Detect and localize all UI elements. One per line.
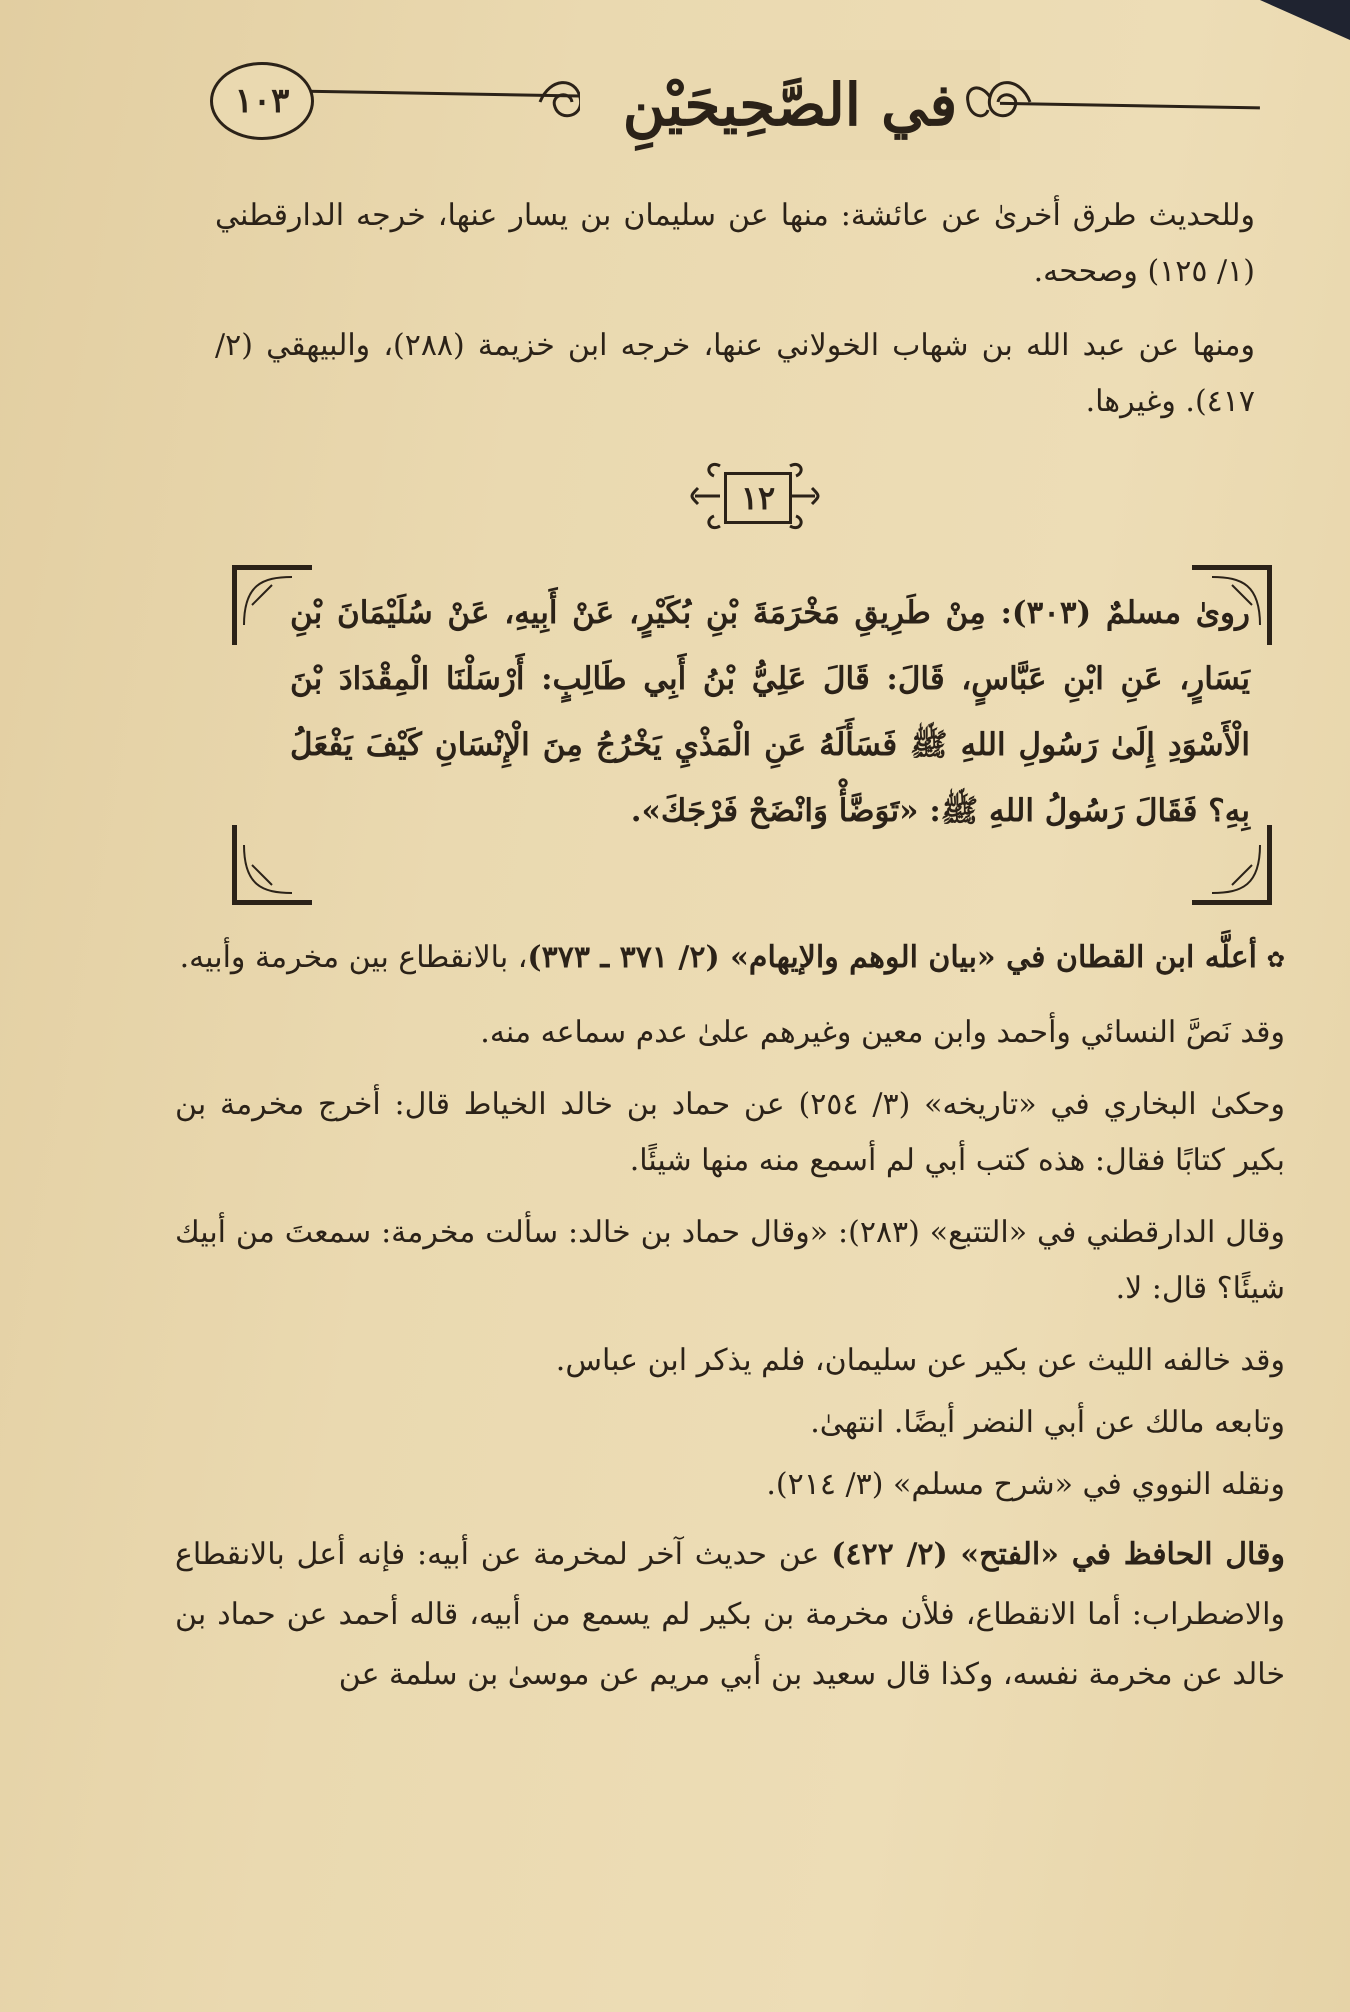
hadith-number: ١٢ xyxy=(724,472,792,524)
paragraph: وقد نَصَّ النسائي وأحمد وابن معين وغيرهم علىٰ عدم سماعه منه. xyxy=(480,1015,1285,1050)
paragraph: وتابعه مالك عن أبي النضر أيضًا. انتهىٰ. xyxy=(810,1405,1285,1440)
hadith-text: روىٰ مسلمٌ (٣٠٣): مِنْ طَرِيقِ مَخْرَمَةَ بْنِ بُكَيْرٍ، عَنْ أَبِيهِ، عَنْ سُلَيْمَانَ بْنِ يَسَارٍ، عَنِ ابْنِ عَبَّاسٍ، قَالَ: قَالَ عَلِيُّ بْنُ أَبِي طَالِبٍ: أَرْسَلْنَا الْمِقْدَادَ بْنَ الْأَسْوَدِ إِلَىٰ رَسُولِ اللهِ ﷺ فَسَأَلَهُ عَنِ الْمَذْيِ يَخْرُجُ مِنَ الْإِنْسَانِ كَيْفَ يَفْعَلُ بِهِ؟ فَقَالَ رَسُولُ اللهِ ﷺ: «تَوَضَّأْ وَانْضَحْ فَرْجَكَ». xyxy=(290,595,1250,829)
paragraph: ومنها عن عبد الله بن شهاب الخولاني عنها، خرجه ابن خزيمة (٢٨٨)، والبيهقي (٢/ ٤١٧). وغيرها. xyxy=(215,328,1255,419)
commentary-last-bold: وقال الحافظ في «الفتح» (٢/ ٤٢٢) xyxy=(831,1537,1285,1572)
page-header xyxy=(200,50,1260,160)
paragraph: ونقله النووي في «شرح مسلم» (٣/ ٢١٤). xyxy=(766,1467,1285,1502)
bullet-icon: ✿ xyxy=(1266,948,1285,973)
commentary-last-rest: عن حديث آخر لمخرمة عن أبيه: فإنه أعل بالانقطاع والاضطراب: أما الانقطاع، فلأن مخرمة بن بكير لم يسمع من أبيه، قاله أحمد عن حماد بن خالد عن مخرمة نفسه، وكذا قال سعيد بن أبي مريم عن موسىٰ بن سلمة عن xyxy=(175,1537,1285,1692)
paragraph: وحكىٰ البخاري في «تاريخه» (٣/ ٢٥٤) عن حماد بن خالد الخياط قال: أخرج مخرمة بن بكير كتابًا فقال: هذه كتب أبي لم أسمع منه منها شيئًا. xyxy=(175,1087,1285,1178)
page-corner-shadow xyxy=(1260,0,1350,40)
paragraph: وقد خالفه الليث عن بكير عن سليمان، فلم يذكر ابن عباس. xyxy=(555,1343,1285,1378)
paragraph: وقال الدارقطني في «التتبع» (٢٨٣): «وقال حماد بن خالد: سألت مخرمة: سمعتَ من أبيك شيئًا؟ قال: لا. xyxy=(175,1215,1285,1306)
commentary-first-rest: ، بالانقطاع بين مخرمة وأبيه. xyxy=(179,940,528,975)
commentary-first xyxy=(175,930,1285,989)
hadith-number-box xyxy=(690,458,820,534)
top-commentary xyxy=(215,188,1255,430)
running-title: في الصَّحِيحَيْنِ xyxy=(580,50,1000,160)
commentary-last xyxy=(175,1525,1285,1705)
commentary-first-bold: أعلَّه ابن القطان في «بيان الوهم والإيهام» (٢/ ٣٧١ ـ ٣٧٣) xyxy=(527,940,1258,975)
commentary xyxy=(175,930,1285,1705)
paragraph: وللحديث طرق أخرىٰ عن عائشة: منها عن سليمان بن يسار عنها، خرجه الدارقطني (١/ ١٢٥) وصححه. xyxy=(215,198,1255,289)
header-ornament-right-icon xyxy=(960,72,1040,132)
page-number: ١٠٣ xyxy=(210,62,314,140)
